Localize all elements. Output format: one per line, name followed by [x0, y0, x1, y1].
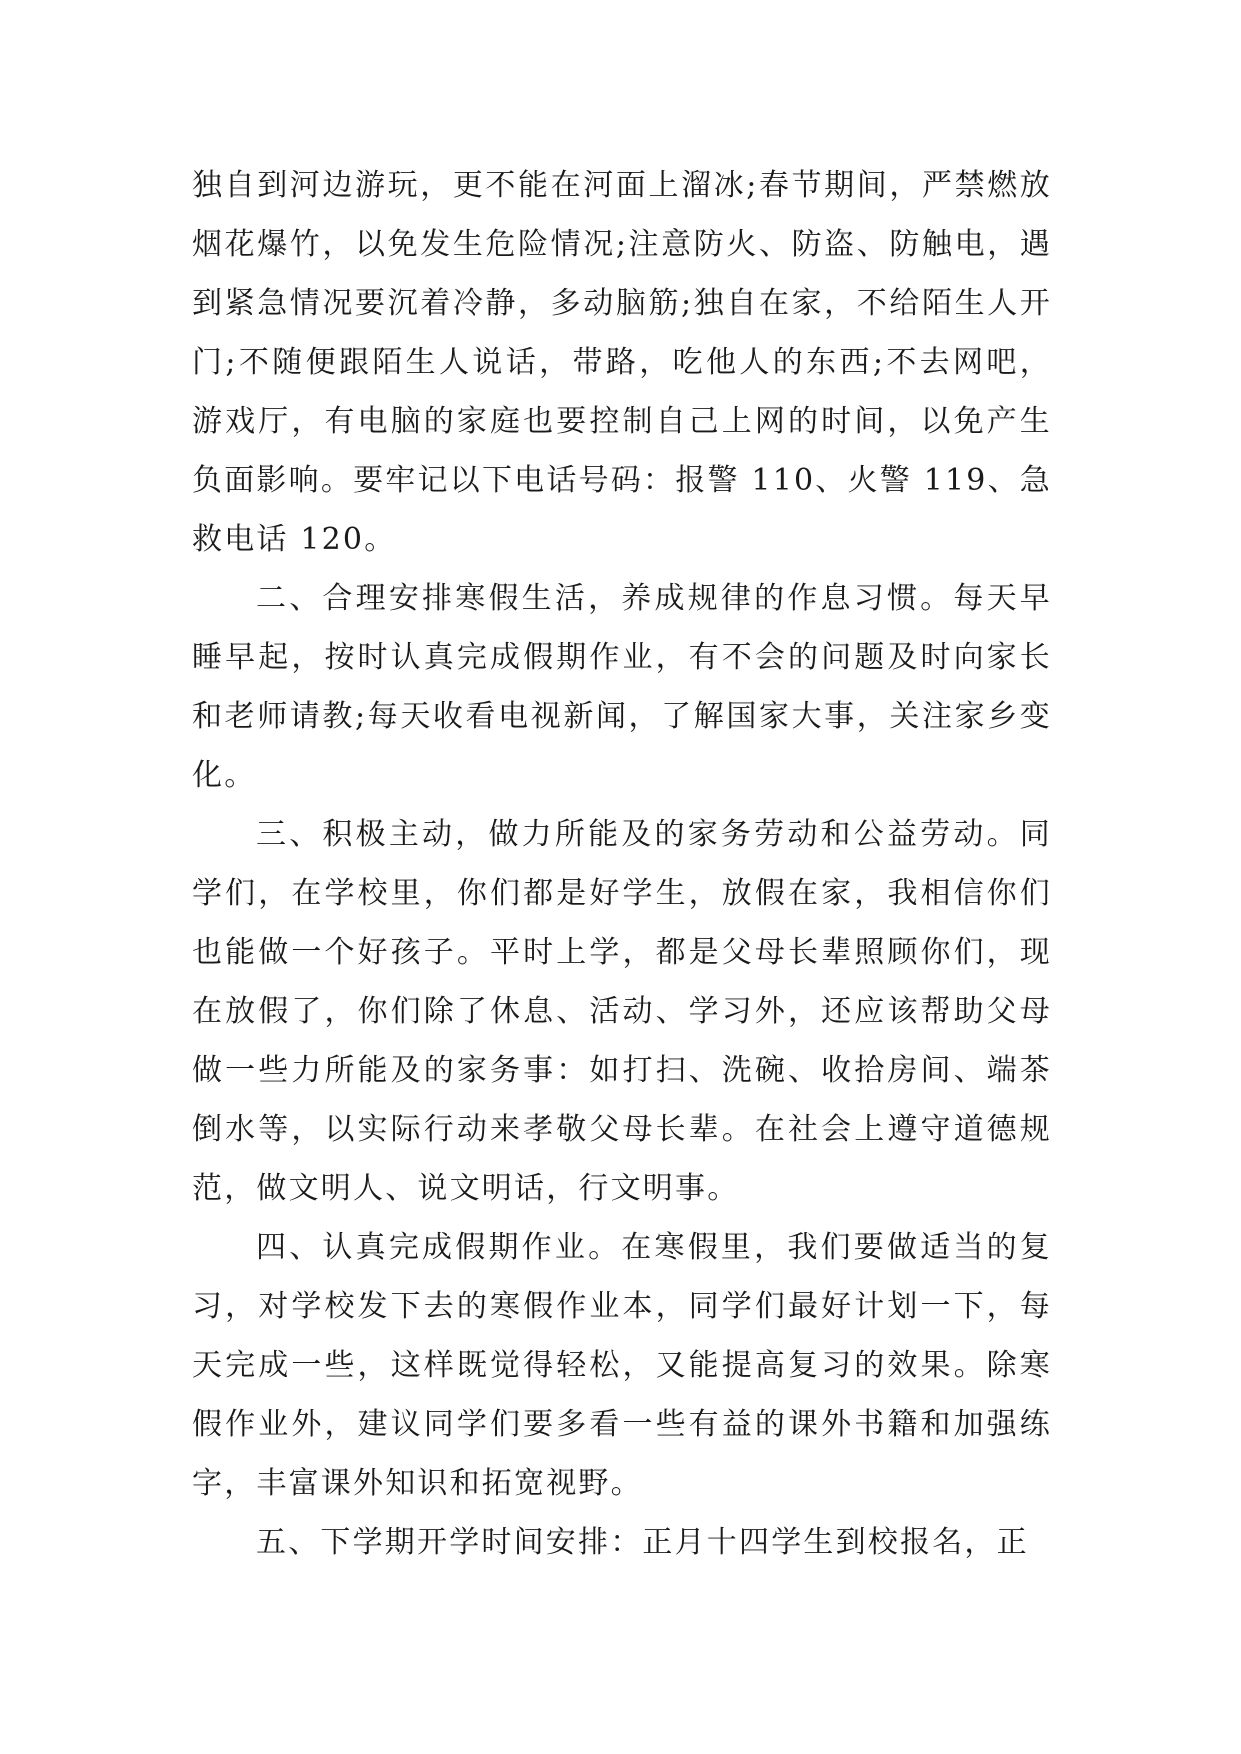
document-body [192, 156, 1052, 1572]
paragraph-four-homework: 四、认真完成假期作业。在寒假里，我们要做适当的复习，对学校发下去的寒假作业本，同学们最好计划一下，每天完成一些，这样既觉得轻松，又能提高复习的效果。除寒假作业外，建议同学们要多看一些有益的课外书籍和加强练字，丰富课外知识和拓宽视野。 [192, 1230, 1052, 1501]
paragraph-five-school-start: 五、下学期开学时间安排：正月十四学生到校报名，正 [256, 1525, 1029, 1560]
paragraph-safety-continued: 独自到河边游玩，更不能在河面上溜冰;春节期间，严禁燃放烟花爆竹，以免发生危险情况;注意防火、防盗、防触电，遇到紧急情况要沉着冷静，多动脑筋;独自在家，不给陌生人开门;不随便跟陌生人说话，带路，吃他人的东西;不去网吧，游戏厅，有电脑的家庭也要控制自己上网的时间，以免产生负面影响。要牢记以下电话号码：报警 110、火警 119、急救电话 120。 [192, 168, 1052, 557]
paragraph-two-winter-routine: 二、合理安排寒假生活，养成规律的作息习惯。每天早睡早起，按时认真完成假期作业，有不会的问题及时向家长和老师请教;每天收看电视新闻，了解国家大事，关注家乡变化。 [192, 581, 1052, 793]
paragraph-three-housework: 三、积极主动，做力所能及的家务劳动和公益劳动。同学们，在学校里，你们都是好学生，放假在家，我相信你们也能做一个好孩子。平时上学，都是父母长辈照顾你们，现在放假了，你们除了休息、活动、学习外，还应该帮助父母做一些力所能及的家务事：如打扫、洗碗、收拾房间、端茶倒水等，以实际行动来孝敬父母长辈。在社会上遵守道德规范，做文明人、说文明话，行文明事。 [192, 817, 1052, 1206]
